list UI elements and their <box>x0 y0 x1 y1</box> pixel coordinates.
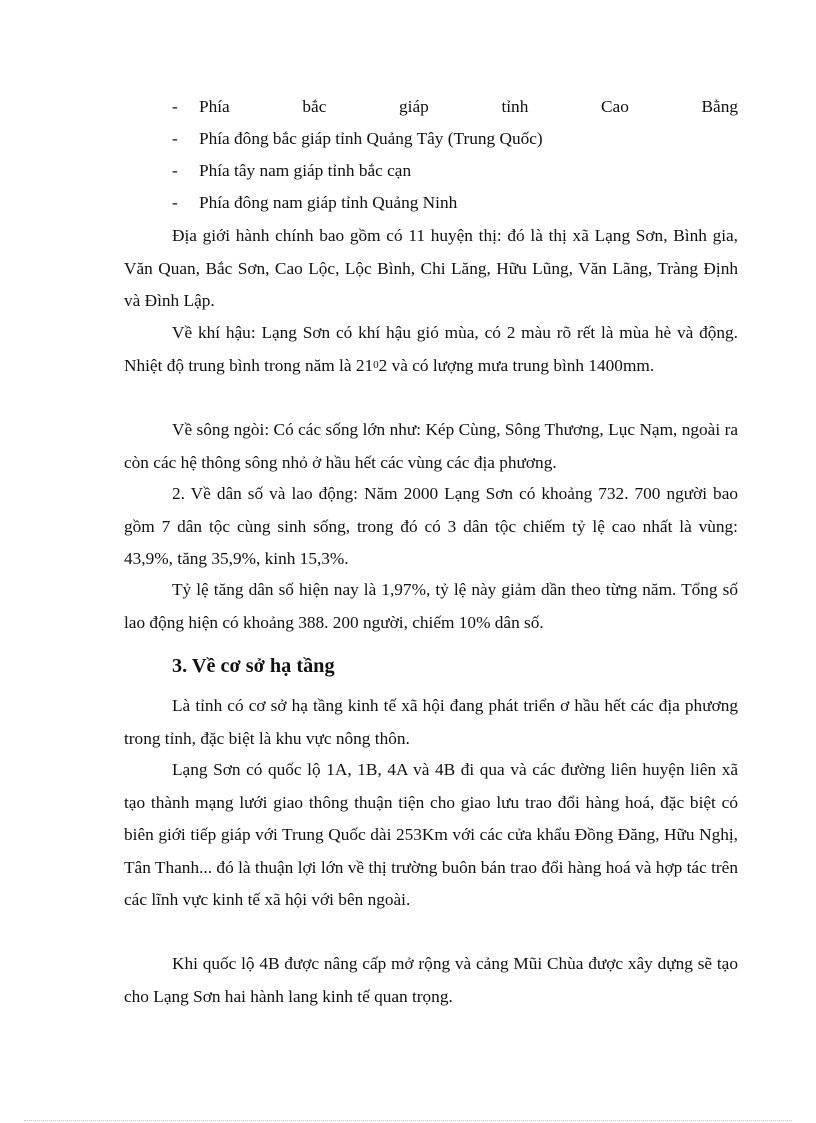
bullet-word: bắc <box>302 97 327 116</box>
bullet-word: tỉnh <box>501 97 529 116</box>
bullet-text: Phía đông nam giáp tỉnh Quảng Ninh <box>199 193 458 212</box>
paragraph-climate <box>124 317 738 382</box>
climate-text-start: Về khí hậu: Lạng Sơn có khí hậu gió mùa, có 2 màu rõ rết là mùa hè và động. Nhiệt độ trung bình trong năm là 21 <box>124 323 738 375</box>
bullet-north-border <box>172 95 738 119</box>
paragraph-population-growth: Tỷ lệ tăng dân số hiện nay là 1,97%, tỷ lệ này giảm dần theo từng năm. Tổng số lao động hiện có khoảng 388. 200 người, chiếm 10% dân số. <box>124 580 738 632</box>
bullet-northeast-border <box>172 127 738 151</box>
paragraph-infrastructure-intro: Là tỉnh có cơ sở hạ tầng kinh tế xã hội đang phát triển ơ hầu hết các địa phương trong tỉnh, đặc biệt là khu vực nông thôn. <box>124 696 738 748</box>
page-bottom-divider <box>24 1120 792 1121</box>
bullet-dash: - <box>172 193 178 212</box>
paragraph-economic-corridors: Khi quốc lộ 4B được nâng cấp mở rộng và cảng Mũi Chùa được xây dựng sẽ tạo cho Lạng Sơn hai hành lang kinh tế quan trọng. <box>124 954 738 1006</box>
bullet-word: Bằng <box>701 97 738 116</box>
climate-text-end: 2 và có lượng mưa trung bình 1400mm. <box>378 355 655 375</box>
paragraph-population: 2. Về dân số và lao động: Năm 2000 Lạng Sơn có khoảng 732. 700 người bao gồm 7 dân tộc cùng sinh sống, trong đó có 3 dân tộc chiếm tỷ lệ cao nhất là vùng: 43,9%, tăng 35,9%, kinh 15,3%. <box>124 484 738 568</box>
bullet-text: Phía đông bắc giáp tỉnh Quảng Tây (Trung Quốc) <box>199 129 543 148</box>
bullet-dash: - <box>172 161 178 180</box>
bullet-southeast-border <box>172 191 738 215</box>
bullet-text: Phía tây nam giáp tỉnh bắc cạn <box>199 161 412 180</box>
bullet-southwest-border <box>172 159 738 183</box>
bullet-dash: - <box>172 129 178 148</box>
paragraph-roads-border-trade: Lạng Sơn có quốc lộ 1A, 1B, 4A và 4B đi qua và các đường liên huyện liên xã tạo thành mạng lưới giao thông thuận tiện cho giao lưu trao đổi hàng hoá, đặc biệt có biên giới tiếp giáp với Trung Quốc dài 253Km với các cửa khẩu Đồng Đăng, Hữu Nghị, Tân Thanh... đó là thuận lợi lớn về thị trường buôn bán trao đổi hàng hoá và hợp tác trên các lĩnh vực kinh tế xã hội với bên ngoài. <box>124 760 738 909</box>
paragraph-rivers: Về sông ngòi: Có các sống lớn như: Kép Cùng, Sông Thương, Lục Nạm, ngoài ra còn các hệ thông sông nhỏ ở hầu hết các vùng các địa phương. <box>124 420 738 472</box>
paragraph-administrative-boundaries: Địa giới hành chính bao gồm có 11 huyện thị: đó là thị xã Lạng Sơn, Bình gia, Văn Quan, Bắc Sơn, Cao Lộc, Lộc Bình, Chi Lăng, Hữu Lũng, Văn Lãng, Tràng Định và Đình Lập. <box>124 226 738 310</box>
bullet-word: Phía <box>199 97 230 116</box>
bullet-north-text <box>199 95 738 119</box>
bullet-word: Cao <box>601 97 629 116</box>
bullet-dash: - <box>172 97 178 116</box>
climate-superscript: 0 <box>373 358 379 371</box>
bullet-word: giáp <box>399 97 429 116</box>
section-heading-infrastructure: 3. Về cơ sở hạ tầng <box>172 655 335 677</box>
